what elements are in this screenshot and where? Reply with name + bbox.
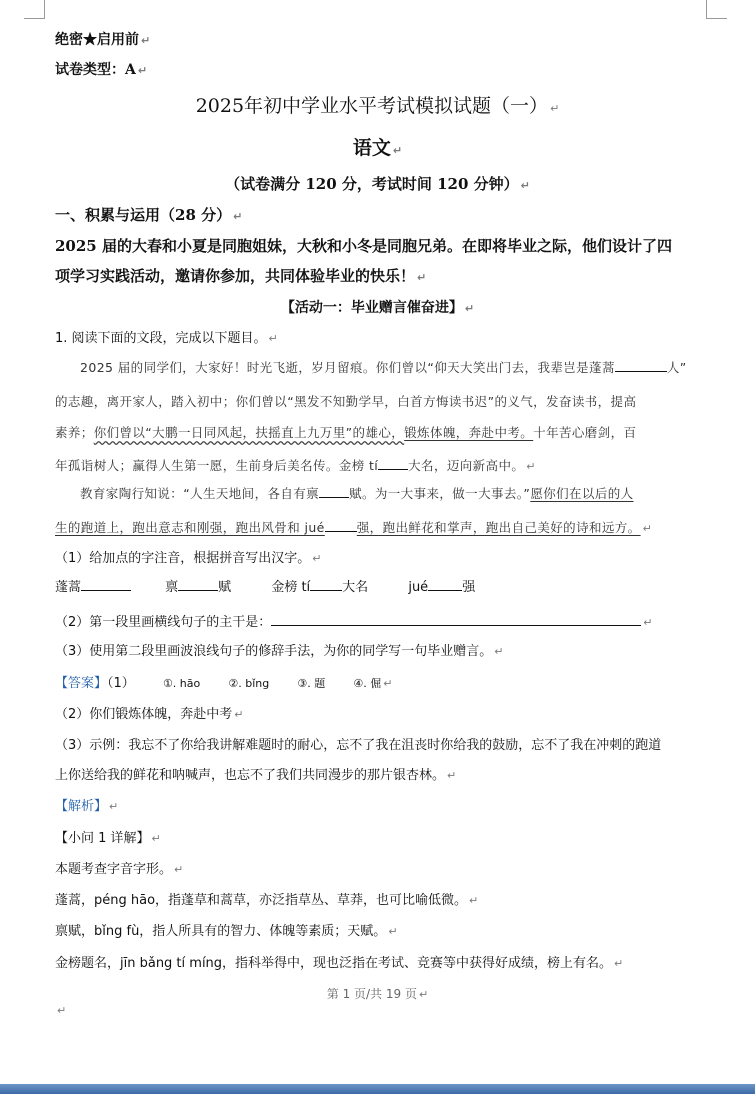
page-corner-mark-left bbox=[24, 0, 45, 19]
fill-in-row: 蓬蒿 禀 赋 金榜 tí 大名 jué 强 bbox=[55, 576, 475, 598]
paragraph-mark: ↵ bbox=[469, 894, 479, 907]
underlined-sentence: 锻炼体魄，奔赴中考。 bbox=[404, 425, 534, 440]
answer-blank bbox=[378, 455, 408, 470]
trailing-paragraph-mark: ↵ bbox=[57, 1004, 67, 1017]
analysis-label: 【解析】 ↵ bbox=[55, 799, 119, 814]
paragraph-mark: ↵ bbox=[109, 800, 119, 813]
passage-line: 2025 届的同学们，大家好！时光飞逝，岁月留痕。你们曾以“仰天大笑出门去，我辈岂是蓬蒿 人” bbox=[80, 357, 687, 378]
answer-part-3-line2: 上你送给我的鲜花和呐喊声，也忘不了我们共同漫步的那片银杏林。 ↵ bbox=[55, 768, 457, 783]
paragraph-mark: ↵ bbox=[417, 271, 427, 284]
window-taskbar bbox=[0, 1084, 755, 1094]
paragraph-mark: ↵ bbox=[614, 957, 624, 970]
answer-part-2: （2）你们锻炼体魄，奔赴中考 ↵ bbox=[55, 707, 244, 722]
paragraph-mark: ↵ bbox=[234, 708, 244, 721]
paragraph-mark: ↵ bbox=[312, 552, 322, 565]
paragraph-mark: ↵ bbox=[151, 832, 161, 845]
paragraph-mark: ↵ bbox=[419, 988, 429, 1001]
paragraph-mark: ↵ bbox=[464, 302, 475, 315]
section-heading: 一、积累与运用（28 分） ↵ bbox=[55, 206, 243, 224]
analysis-line: 金榜题名，jīn bǎng tí míng，指科举得中，现也泛指在考试、竞赛等中获得好成绩，榜上有名。 ↵ bbox=[55, 956, 624, 971]
question-prompt: 1. 阅读下面的文段，完成以下题目。 ↵ bbox=[55, 331, 278, 346]
exam-info: （试卷满分 120 分，考试时间 120 分钟） ↵ bbox=[225, 175, 530, 193]
paragraph-mark: ↵ bbox=[174, 863, 184, 876]
passage-line: 生的跑道上，跑出意志和刚强，跑出风骨和 jué 强，跑出鲜花和掌声，跑出自己美好的诗和远方。 ↵ bbox=[55, 517, 652, 539]
sub-question-2: （2）第一段里画横线句子的主干是： ↵ bbox=[55, 611, 653, 633]
paragraph-mark: ↵ bbox=[526, 460, 536, 473]
answer-blank bbox=[310, 576, 342, 591]
section-intro-line1: 2025 届的大春和小夏是同胞姐妹，大秋和小冬是同胞兄弟。在即将毕业之际，他们设计了四 bbox=[55, 237, 672, 255]
paragraph-mark: ↵ bbox=[137, 64, 148, 77]
paragraph-mark: ↵ bbox=[388, 925, 398, 938]
paragraph-mark: ↵ bbox=[550, 102, 560, 115]
answer-blank bbox=[178, 576, 218, 591]
answer-blank bbox=[81, 576, 131, 591]
wavy-underlined-sentence: 你们曾以“大鹏一日同风起，扶摇直上九万里”的雄心， bbox=[93, 425, 405, 440]
sub-question-3: （3）使用第二段里画波浪线句子的修辞手法，为你的同学写一句毕业赠言。 ↵ bbox=[55, 644, 504, 659]
paragraph-mark: ↵ bbox=[141, 34, 151, 47]
analysis-line: 禀赋，bǐng fù，指人所具有的智力、体魄等素质；天赋。 ↵ bbox=[55, 924, 398, 939]
subject-title: 语文 ↵ bbox=[352, 137, 403, 159]
answer-blank bbox=[271, 611, 641, 626]
section-intro-line2: 项学习实践活动，邀请你参加，共同体验毕业的快乐！ ↵ bbox=[55, 267, 427, 285]
paragraph-mark: ↵ bbox=[233, 210, 243, 223]
paragraph-mark: ↵ bbox=[268, 332, 278, 345]
analysis-subheading: 【小问 1 详解】 ↵ bbox=[55, 831, 161, 846]
paragraph-mark: ↵ bbox=[383, 677, 393, 690]
activity-heading: 【活动一：毕业赠言催奋进】 ↵ bbox=[280, 300, 475, 316]
answer-blank bbox=[615, 357, 667, 372]
page-footer: 第 1 页/共 19 页 ↵ bbox=[326, 987, 429, 1001]
passage-line: 教育家陶行知说：“人生天地间，各自有禀 赋。为一大事来，做一大事去。”愿你们在以后的人 bbox=[80, 483, 634, 504]
analysis-line: 本题考查字音字形。 ↵ bbox=[55, 862, 184, 877]
passage-line: 的志趣，离开家人，踏入初中；你们曾以“黑发不知勤学早，白首方悔读书迟”的义气，发奋读书，提高 bbox=[55, 394, 637, 409]
paragraph-mark: ↵ bbox=[392, 144, 403, 157]
passage-line: 年孤诣树人；赢得人生第一愿，生前身后美名传。金榜 tí 大名，迈向新高中。 ↵ bbox=[55, 455, 536, 477]
sub-question-1: （1）给加点的字注音，根据拼音写出汉字。 ↵ bbox=[55, 551, 322, 566]
answer-label: 【答案】 bbox=[55, 676, 108, 691]
answer-part-3-line1: （3）示例：我忘不了你给我讲解难题时的耐心，忘不了我在沮丧时你给我的鼓励，忘不了我在冲刺的跑道 bbox=[55, 738, 662, 753]
paragraph-mark: ↵ bbox=[520, 179, 530, 192]
paragraph-mark: ↵ bbox=[642, 522, 653, 535]
answer-blank bbox=[428, 576, 462, 591]
answer-blank bbox=[319, 483, 349, 498]
answer-blank bbox=[325, 517, 357, 532]
exam-title: 2025年初中学业水平考试模拟试题（一） ↵ bbox=[195, 95, 560, 117]
paragraph-mark: ↵ bbox=[494, 645, 504, 658]
secret-label: 绝密★启用前 ↵ bbox=[55, 32, 151, 48]
answer-row: 【答案】（1） ①. hāo ②. bǐng ③. 题 ④. 倔 ↵ bbox=[55, 676, 393, 691]
paragraph-mark: ↵ bbox=[643, 616, 653, 629]
paper-type-label: 试卷类型：A ↵ bbox=[55, 62, 148, 78]
analysis-line: 蓬蒿，péng hāo，指蓬草和蒿草，亦泛指草丛、草莽，也可比喻低微。 ↵ bbox=[55, 893, 479, 908]
paragraph-mark: ↵ bbox=[447, 769, 457, 782]
passage-line: 素养；你们曾以“大鹏一日同风起，扶摇直上九万里”的雄心，锻炼体魄，奔赴中考。十年苦心磨剑，百 bbox=[55, 425, 637, 440]
page-corner-mark-right bbox=[706, 0, 727, 19]
underlined-sentence: 愿你们在以后的人 bbox=[530, 486, 634, 501]
